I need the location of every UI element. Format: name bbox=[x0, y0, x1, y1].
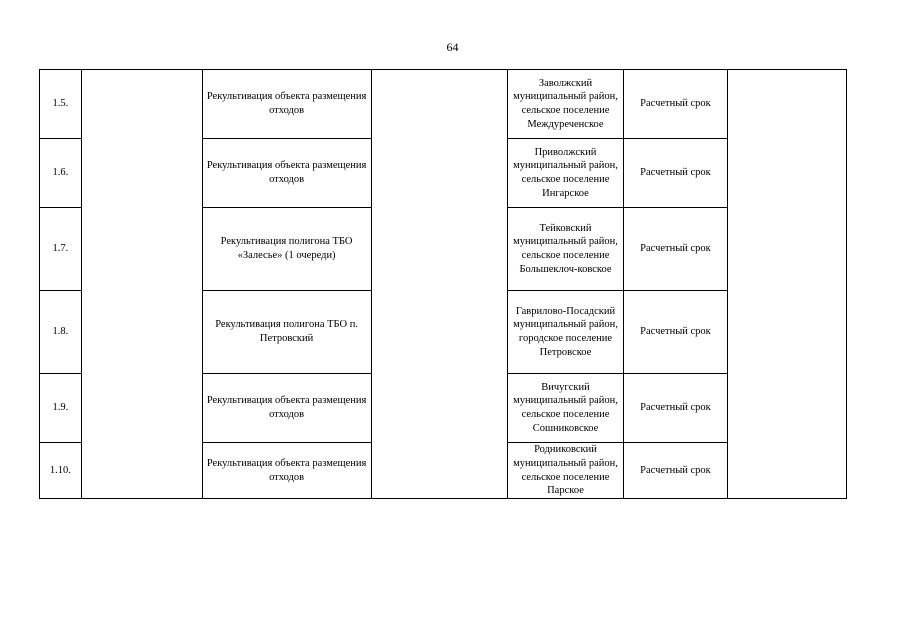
measure-name: Рекультивация объекта размещения отходов bbox=[202, 374, 371, 443]
location: Гаврилово-Посадский муниципальный район, городское поселение Петровское bbox=[508, 291, 624, 374]
term: Расчетный срок bbox=[623, 139, 727, 208]
measure-name: Рекультивация объекта размещения отходов bbox=[202, 443, 371, 499]
measure-name: Рекультивация объекта размещения отходов bbox=[202, 70, 371, 139]
location: Приволжский муниципальный район, сельское поселение Ингарское bbox=[508, 139, 624, 208]
merged-empty-cell bbox=[728, 70, 847, 499]
row-number: 1.10. bbox=[40, 443, 82, 499]
location: Тейковский муниципальный район, сельское поселение Большеклоч-ковское bbox=[508, 208, 624, 291]
term: Расчетный срок bbox=[623, 443, 727, 499]
location: Вичугский муниципальный район, сельское поселение Сошниковское bbox=[508, 374, 624, 443]
location: Заволжский муниципальный район, сельское поселение Междуреченское bbox=[508, 70, 624, 139]
row-number: 1.8. bbox=[40, 291, 82, 374]
row-number: 1.9. bbox=[40, 374, 82, 443]
measure-name: Рекультивация объекта размещения отходов bbox=[202, 139, 371, 208]
measure-name: Рекультивация полигона ТБО п. Петровский bbox=[202, 291, 371, 374]
term: Расчетный срок bbox=[623, 291, 727, 374]
term: Расчетный срок bbox=[623, 208, 727, 291]
location: Родниковский муниципальный район, сельское поселение Парское bbox=[508, 443, 624, 499]
measures-table bbox=[39, 69, 847, 499]
row-number: 1.7. bbox=[40, 208, 82, 291]
merged-empty-cell bbox=[81, 70, 202, 499]
row-number: 1.6. bbox=[40, 139, 82, 208]
term: Расчетный срок bbox=[623, 374, 727, 443]
page-number: 64 bbox=[446, 40, 459, 54]
term: Расчетный срок bbox=[623, 70, 727, 139]
merged-empty-cell bbox=[371, 70, 508, 499]
measure-name: Рекультивация полигона ТБО «Залесье» (1 очереди) bbox=[202, 208, 371, 291]
row-number: 1.5. bbox=[40, 70, 82, 139]
table-row bbox=[40, 70, 847, 139]
